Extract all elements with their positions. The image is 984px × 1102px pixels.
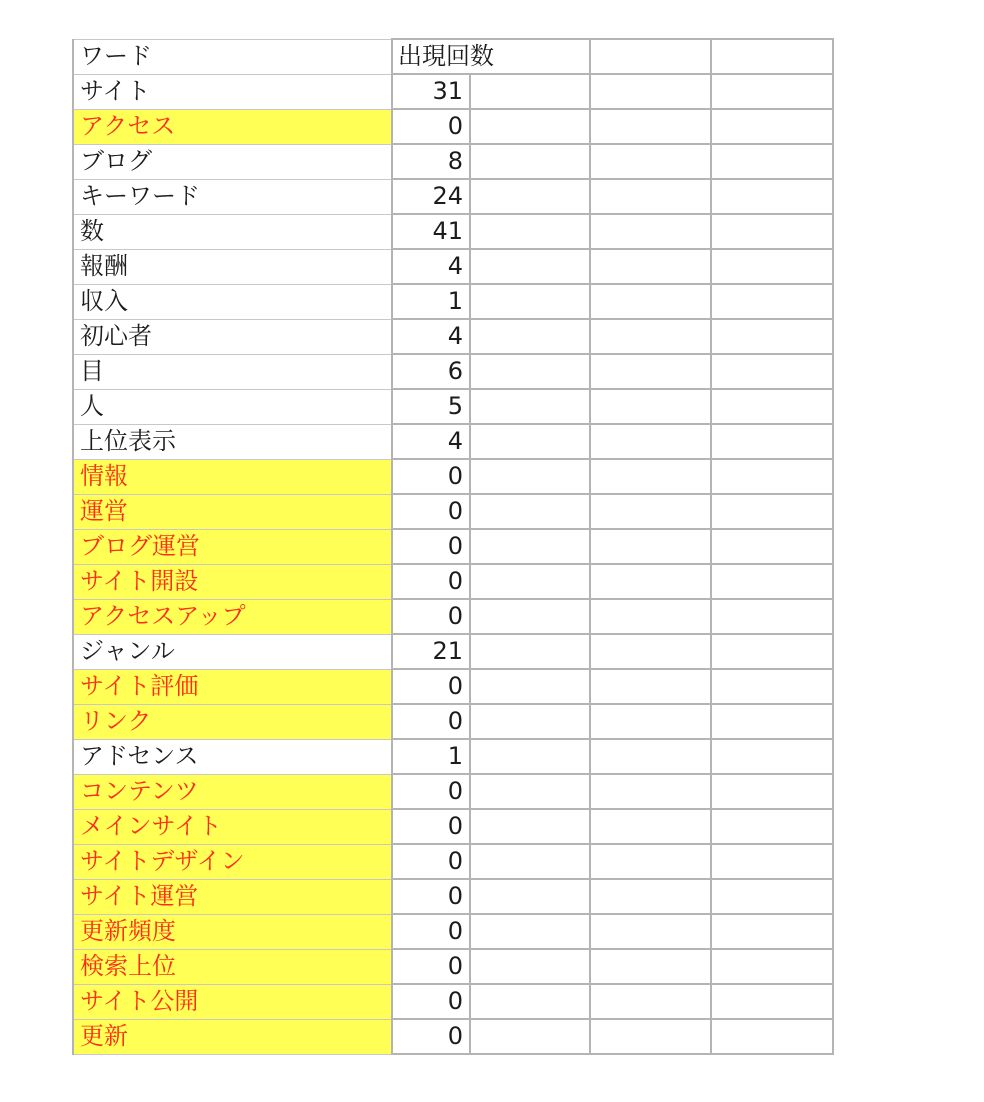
empty-cell[interactable] xyxy=(470,949,590,984)
empty-cell[interactable] xyxy=(590,529,711,564)
count-cell[interactable]: 0 xyxy=(392,984,470,1019)
word-cell[interactable]: サイト評価 xyxy=(73,669,392,704)
empty-cell[interactable] xyxy=(590,669,711,704)
empty-cell[interactable] xyxy=(711,319,833,354)
empty-cell[interactable] xyxy=(470,494,590,529)
word-cell[interactable]: ジャンル xyxy=(73,634,392,669)
count-cell[interactable]: 4 xyxy=(392,249,470,284)
empty-cell[interactable] xyxy=(711,214,833,249)
table-row xyxy=(73,809,833,844)
empty-cell[interactable] xyxy=(590,739,711,774)
empty-cell[interactable] xyxy=(470,109,590,144)
empty-cell[interactable] xyxy=(470,1019,590,1054)
empty-cell[interactable] xyxy=(711,704,833,739)
word-cell[interactable]: アクセス xyxy=(73,109,392,144)
table-row xyxy=(73,529,833,564)
word-cell[interactable]: サイト開設 xyxy=(73,564,392,599)
word-cell[interactable]: サイト xyxy=(73,74,392,109)
empty-cell[interactable] xyxy=(590,144,711,179)
word-cell[interactable]: 目 xyxy=(73,354,392,389)
empty-cell[interactable] xyxy=(590,74,711,109)
empty-cell[interactable] xyxy=(470,284,590,319)
empty-cell[interactable] xyxy=(590,809,711,844)
empty-cell[interactable] xyxy=(590,39,711,74)
empty-cell[interactable] xyxy=(470,319,590,354)
count-cell[interactable]: 0 xyxy=(392,459,470,494)
empty-cell[interactable] xyxy=(590,459,711,494)
empty-cell[interactable] xyxy=(711,844,833,879)
empty-cell[interactable] xyxy=(590,494,711,529)
word-cell[interactable]: 人 xyxy=(73,389,392,424)
count-cell[interactable]: 0 xyxy=(392,949,470,984)
count-cell[interactable]: 0 xyxy=(392,529,470,564)
table-row xyxy=(73,879,833,914)
empty-cell[interactable] xyxy=(590,284,711,319)
empty-cell[interactable] xyxy=(711,74,833,109)
table-row xyxy=(73,319,833,354)
empty-cell[interactable] xyxy=(470,914,590,949)
count-cell[interactable]: 0 xyxy=(392,809,470,844)
empty-cell[interactable] xyxy=(470,179,590,214)
empty-cell[interactable] xyxy=(711,949,833,984)
table-row xyxy=(73,844,833,879)
empty-cell[interactable] xyxy=(470,739,590,774)
count-cell[interactable]: 24 xyxy=(392,179,470,214)
table-row xyxy=(73,984,833,1019)
count-cell[interactable]: 0 xyxy=(392,914,470,949)
empty-cell[interactable] xyxy=(711,354,833,389)
count-cell[interactable]: 0 xyxy=(392,669,470,704)
word-cell[interactable]: メインサイト xyxy=(73,809,392,844)
table-row xyxy=(73,74,833,109)
count-cell[interactable]: 0 xyxy=(392,704,470,739)
word-cell[interactable]: 収入 xyxy=(73,284,392,319)
empty-cell[interactable] xyxy=(470,214,590,249)
empty-cell[interactable] xyxy=(470,809,590,844)
empty-cell[interactable] xyxy=(711,144,833,179)
empty-cell[interactable] xyxy=(711,249,833,284)
count-cell[interactable]: 1 xyxy=(392,739,470,774)
table-row xyxy=(73,179,833,214)
table-row xyxy=(73,214,833,249)
empty-cell[interactable] xyxy=(470,774,590,809)
empty-cell[interactable] xyxy=(470,704,590,739)
empty-cell[interactable] xyxy=(711,739,833,774)
count-cell[interactable]: 0 xyxy=(392,494,470,529)
header-word-cell[interactable]: ワード xyxy=(73,39,392,74)
empty-cell[interactable] xyxy=(470,984,590,1019)
empty-cell[interactable] xyxy=(470,389,590,424)
table-row xyxy=(73,774,833,809)
table-row xyxy=(73,704,833,739)
count-cell[interactable]: 0 xyxy=(392,844,470,879)
empty-cell[interactable] xyxy=(470,599,590,634)
empty-cell[interactable] xyxy=(711,564,833,599)
keyword-count-sheet xyxy=(72,38,834,1055)
header-count-cell[interactable]: 出現回数 xyxy=(392,39,590,74)
empty-cell[interactable] xyxy=(590,949,711,984)
empty-cell[interactable] xyxy=(590,564,711,599)
count-cell[interactable]: 31 xyxy=(392,74,470,109)
word-cell[interactable]: リンク xyxy=(73,704,392,739)
table-row xyxy=(73,284,833,319)
empty-cell[interactable] xyxy=(590,389,711,424)
table-row xyxy=(73,144,833,179)
empty-cell[interactable] xyxy=(711,879,833,914)
empty-cell[interactable] xyxy=(590,914,711,949)
empty-cell[interactable] xyxy=(590,179,711,214)
empty-cell[interactable] xyxy=(711,669,833,704)
word-cell[interactable]: アクセスアップ xyxy=(73,599,392,634)
empty-cell[interactable] xyxy=(711,914,833,949)
empty-cell[interactable] xyxy=(711,284,833,319)
empty-cell[interactable] xyxy=(590,634,711,669)
table-row xyxy=(73,669,833,704)
empty-cell[interactable] xyxy=(711,599,833,634)
empty-cell[interactable] xyxy=(470,74,590,109)
empty-cell[interactable] xyxy=(711,984,833,1019)
table-row xyxy=(73,424,833,459)
empty-cell[interactable] xyxy=(590,774,711,809)
empty-cell[interactable] xyxy=(590,984,711,1019)
empty-cell[interactable] xyxy=(711,529,833,564)
empty-cell[interactable] xyxy=(711,774,833,809)
empty-cell[interactable] xyxy=(590,704,711,739)
count-cell[interactable]: 1 xyxy=(392,284,470,319)
empty-cell[interactable] xyxy=(590,1019,711,1054)
empty-cell[interactable] xyxy=(470,459,590,494)
table-row xyxy=(73,389,833,424)
table-row xyxy=(73,494,833,529)
word-cell[interactable]: 運営 xyxy=(73,494,392,529)
word-cell[interactable]: 初心者 xyxy=(73,319,392,354)
count-cell[interactable]: 41 xyxy=(392,214,470,249)
count-cell[interactable]: 6 xyxy=(392,354,470,389)
word-cell[interactable]: ブログ運営 xyxy=(73,529,392,564)
word-cell[interactable]: 検索上位 xyxy=(73,949,392,984)
table-row xyxy=(73,634,833,669)
empty-cell[interactable] xyxy=(711,389,833,424)
word-cell[interactable]: 上位表示 xyxy=(73,424,392,459)
empty-cell[interactable] xyxy=(470,249,590,284)
table-row xyxy=(73,354,833,389)
empty-cell[interactable] xyxy=(590,249,711,284)
word-cell[interactable]: 情報 xyxy=(73,459,392,494)
header-row xyxy=(73,39,833,74)
table-row xyxy=(73,739,833,774)
empty-cell[interactable] xyxy=(470,564,590,599)
table-row xyxy=(73,914,833,949)
word-cell[interactable]: 更新 xyxy=(73,1019,392,1054)
empty-cell[interactable] xyxy=(470,424,590,459)
count-cell[interactable]: 0 xyxy=(392,879,470,914)
table-row xyxy=(73,1019,833,1054)
count-cell[interactable]: 0 xyxy=(392,1019,470,1054)
empty-cell[interactable] xyxy=(711,1019,833,1054)
empty-cell[interactable] xyxy=(711,109,833,144)
empty-cell[interactable] xyxy=(470,879,590,914)
word-cell[interactable]: 報酬 xyxy=(73,249,392,284)
empty-cell[interactable] xyxy=(590,109,711,144)
empty-cell[interactable] xyxy=(590,599,711,634)
word-cell[interactable]: キーワード xyxy=(73,179,392,214)
word-cell[interactable]: ブログ xyxy=(73,144,392,179)
word-cell[interactable]: サイトデザイン xyxy=(73,844,392,879)
word-cell[interactable]: サイト公開 xyxy=(73,984,392,1019)
empty-cell[interactable] xyxy=(590,319,711,354)
empty-cell[interactable] xyxy=(711,809,833,844)
word-cell[interactable]: 更新頻度 xyxy=(73,914,392,949)
word-cell[interactable]: アドセンス xyxy=(73,739,392,774)
table-row xyxy=(73,564,833,599)
empty-cell[interactable] xyxy=(711,179,833,214)
word-cell[interactable]: コンテンツ xyxy=(73,774,392,809)
empty-cell[interactable] xyxy=(470,354,590,389)
empty-cell[interactable] xyxy=(470,669,590,704)
empty-cell[interactable] xyxy=(470,844,590,879)
empty-cell[interactable] xyxy=(470,529,590,564)
word-cell[interactable]: サイト運営 xyxy=(73,879,392,914)
count-cell[interactable]: 0 xyxy=(392,109,470,144)
empty-cell[interactable] xyxy=(711,39,833,74)
table-row xyxy=(73,249,833,284)
count-cell[interactable]: 4 xyxy=(392,319,470,354)
empty-cell[interactable] xyxy=(590,879,711,914)
table-row xyxy=(73,459,833,494)
table-row xyxy=(73,109,833,144)
empty-cell[interactable] xyxy=(470,144,590,179)
table-row xyxy=(73,599,833,634)
empty-cell[interactable] xyxy=(711,424,833,459)
empty-cell[interactable] xyxy=(470,634,590,669)
empty-cell[interactable] xyxy=(711,459,833,494)
word-cell[interactable]: 数 xyxy=(73,214,392,249)
table-row xyxy=(73,949,833,984)
empty-cell[interactable] xyxy=(711,494,833,529)
empty-cell[interactable] xyxy=(711,634,833,669)
count-cell[interactable]: 5 xyxy=(392,389,470,424)
count-cell[interactable]: 21 xyxy=(392,634,470,669)
empty-cell[interactable] xyxy=(590,214,711,249)
count-cell[interactable]: 0 xyxy=(392,564,470,599)
count-cell[interactable]: 8 xyxy=(392,144,470,179)
empty-cell[interactable] xyxy=(590,844,711,879)
empty-cell[interactable] xyxy=(590,354,711,389)
count-cell[interactable]: 0 xyxy=(392,599,470,634)
empty-cell[interactable] xyxy=(590,424,711,459)
count-cell[interactable]: 0 xyxy=(392,774,470,809)
count-cell[interactable]: 4 xyxy=(392,424,470,459)
